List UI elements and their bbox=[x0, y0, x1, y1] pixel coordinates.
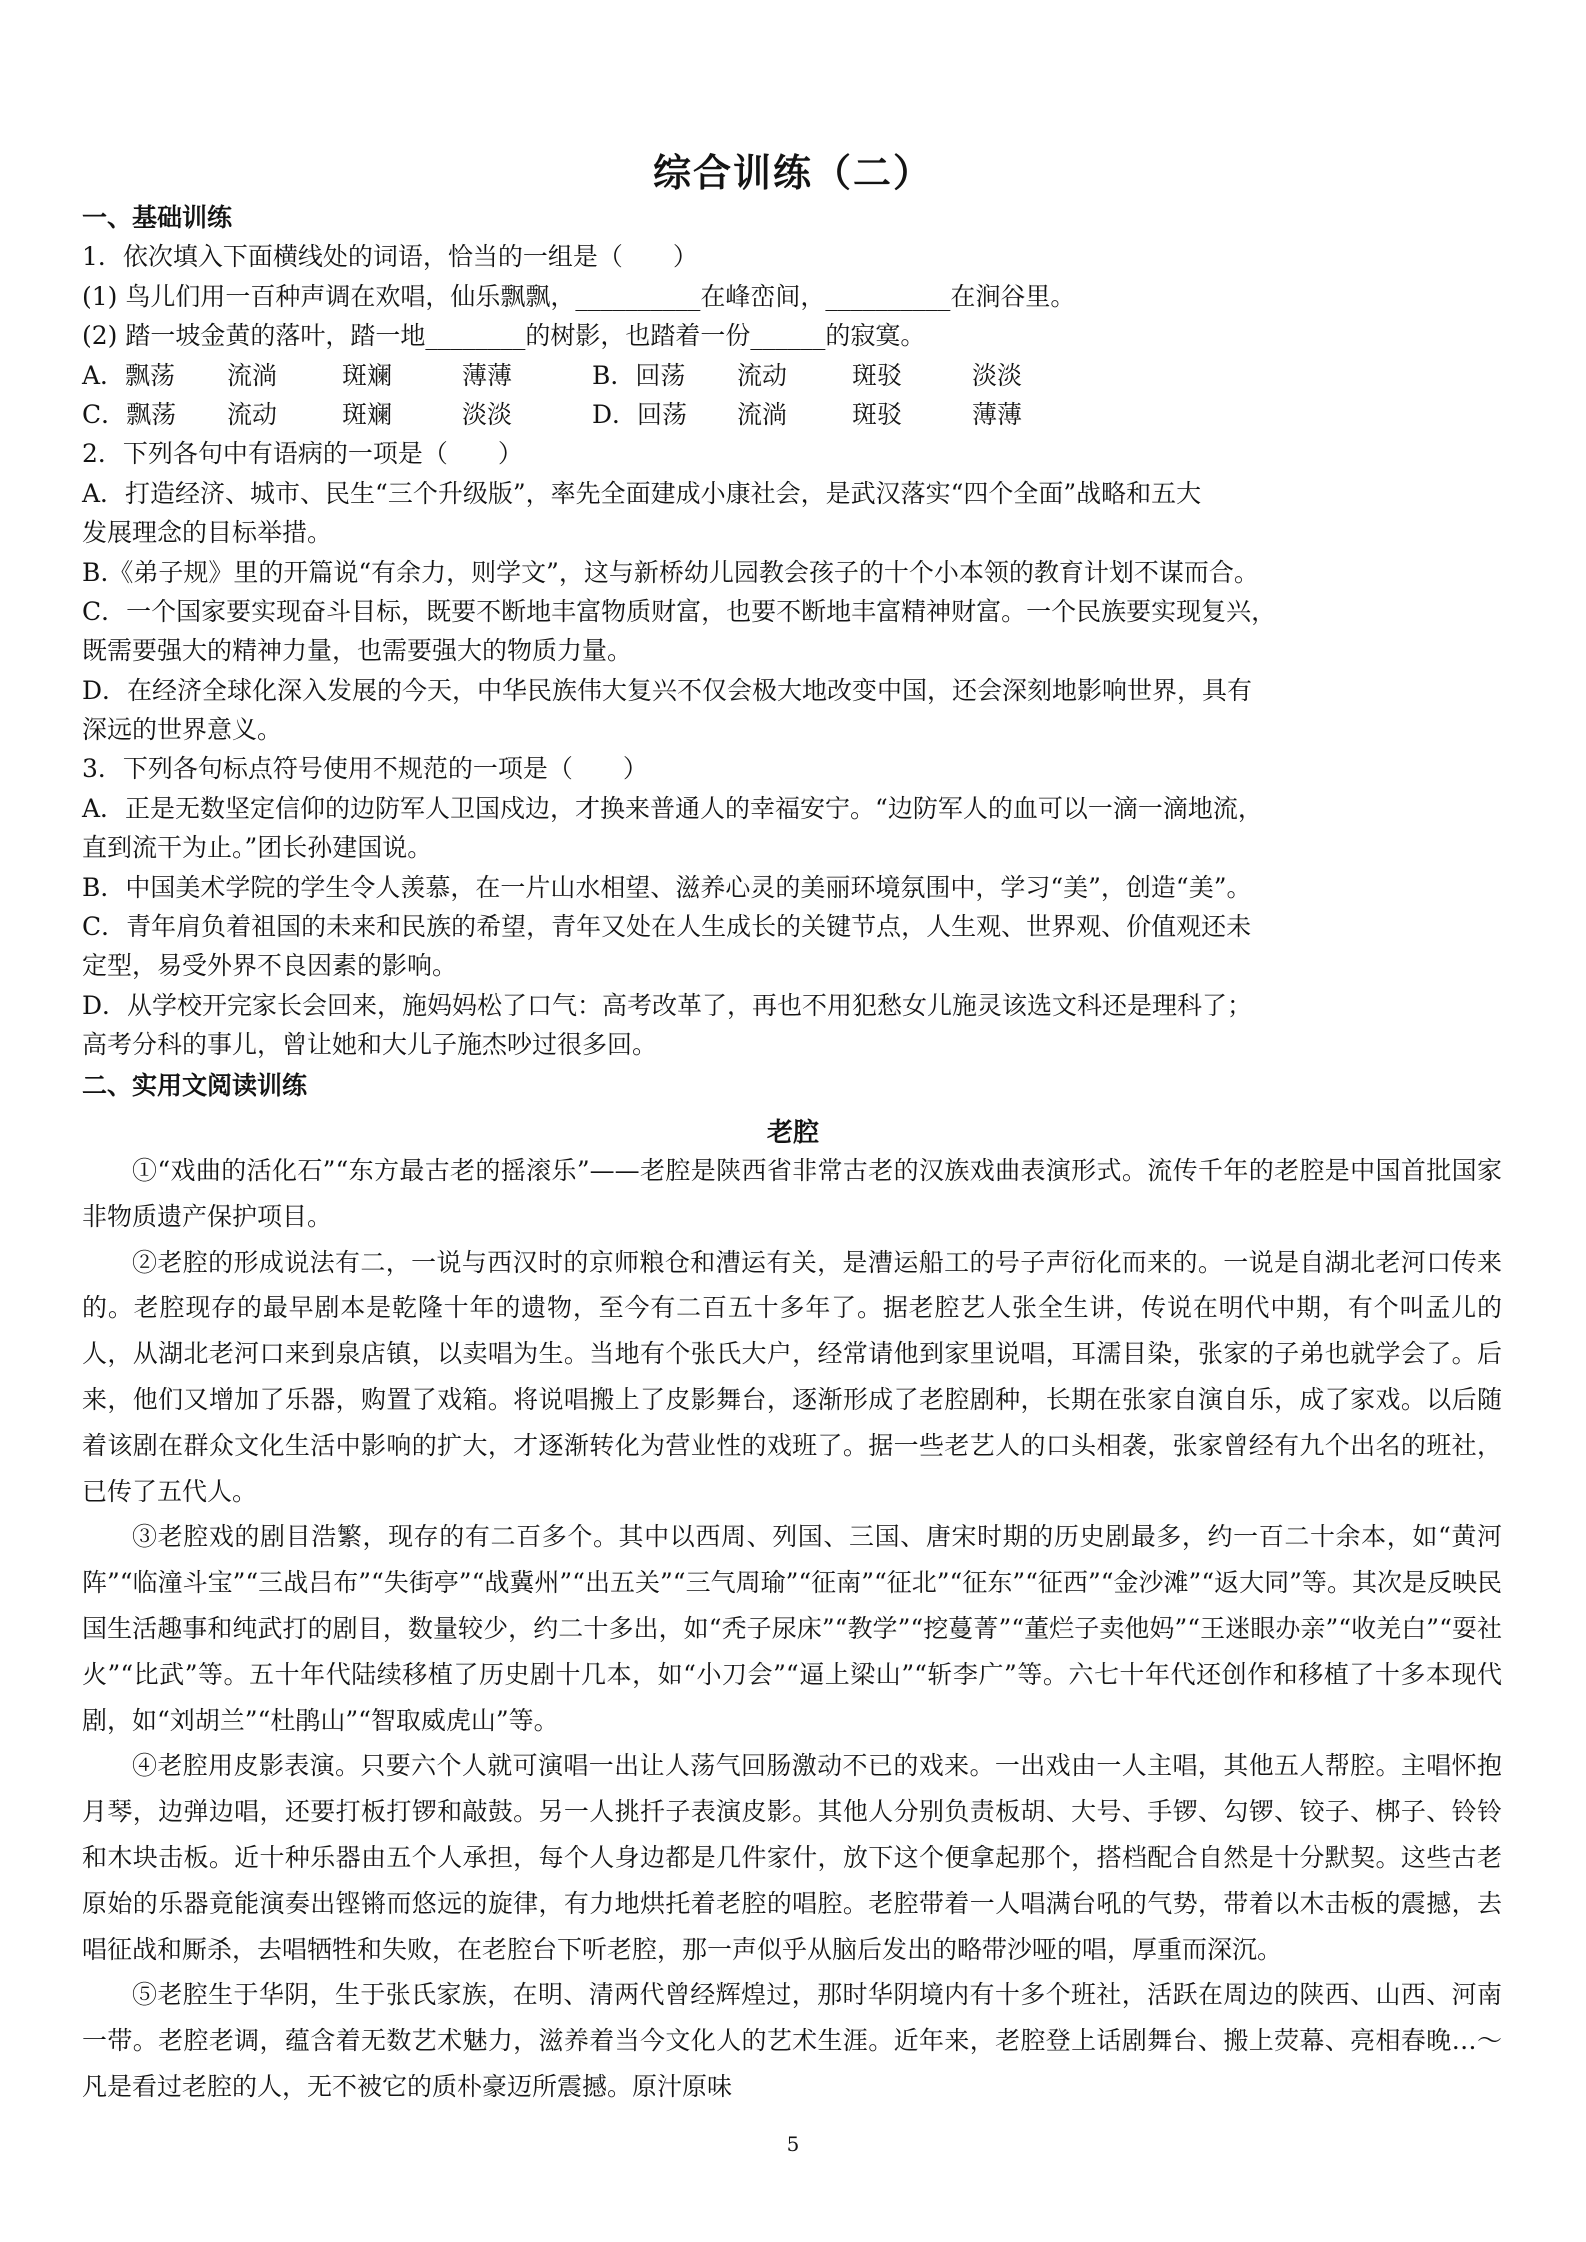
question-line: 发展理念的目标举措。 bbox=[82, 518, 333, 548]
section-reading bbox=[82, 1066, 1502, 1105]
question-line: 3．下列各句标点符号使用不规范的一项是（ ） bbox=[82, 754, 648, 784]
question-line: 既需要强大的精神力量，也需要强大的物质力量。 bbox=[82, 636, 633, 666]
option-row bbox=[82, 356, 1502, 395]
question-line: 深远的世界意义。 bbox=[82, 715, 283, 745]
option-cell: 薄薄 bbox=[462, 360, 513, 390]
question-line: B.《弟子规》里的开篇说“有余力，则学文”，这与新桥幼儿园教会孩子的十个小本领的教育计划不谋而合。 bbox=[82, 557, 1259, 587]
option-cell: 流动 bbox=[737, 360, 788, 390]
option-cell: 流淌 bbox=[737, 399, 788, 429]
option-cell: 斑斓 bbox=[342, 399, 393, 429]
option-cell: A．飘荡 bbox=[82, 360, 176, 390]
page-title: 综合训练（二） bbox=[652, 151, 933, 195]
option-cell: B．回荡 bbox=[592, 360, 686, 390]
option-cell: 斑驳 bbox=[852, 399, 903, 429]
question-line: 直到流干为止。”团长孙建国说。 bbox=[82, 833, 433, 863]
option-cell: D．回荡 bbox=[592, 399, 688, 429]
option-cell: 淡淡 bbox=[972, 360, 1023, 390]
option-cell: C．飘荡 bbox=[82, 399, 177, 429]
question-line: (1) 鸟儿们用一百种声调在欢唱，仙乐飘飘，__________在峰峦间，__________在涧谷里。 bbox=[82, 281, 1076, 311]
option-cell: 斑驳 bbox=[852, 360, 903, 390]
question-line: D．在经济全球化深入发展的今天，中华民族伟大复兴不仅会极大地改变中国，还会深刻地影响世界，具有 bbox=[82, 675, 1253, 705]
question-line: 1．依次填入下面横线处的词语，恰当的一组是（ ） bbox=[82, 242, 698, 272]
page-number: 5 bbox=[786, 2132, 800, 2156]
option-cell: 流动 bbox=[227, 399, 278, 429]
question-line: (2) 踏一坡金黄的落叶，踏一地________的树影，也踏着一份______的寂寞。 bbox=[82, 321, 926, 351]
section-heading: 二、实用文阅读训练 bbox=[82, 1071, 308, 1100]
question-line: A．正是无数坚定信仰的边防军人卫国戍边，才换来普通人的幸福安宁。“边防军人的血可以一滴一滴地流， bbox=[82, 793, 1263, 823]
option-cell: 流淌 bbox=[227, 360, 278, 390]
question-line: C．一个国家要实现奋斗目标，既要不断地丰富物质财富，也要不断地丰富精神财富。一个民族要实现复兴， bbox=[82, 596, 1277, 626]
question-line: C．青年肩负着祖国的未来和民族的希望，青年又处在人生成长的关键节点，人生观、世界观、价值观还未 bbox=[82, 912, 1252, 942]
article-body bbox=[82, 1148, 1502, 2110]
question-line: A．打造经济、城市、民生“三个升级版”，率先全面建成小康社会，是武汉落实“四个全面”战略和五大 bbox=[82, 478, 1202, 508]
article-paragraph: ②老腔的形成说法有二，一说与西汉时的京师粮仓和漕运有关，是漕运船工的号子声衍化而来的。一说是自湖北老河口传来的。老腔现存的最早剧本是乾隆十年的遗物，至今有二百五十多年了。据老腔艺人张全生讲，传说在明代中期，有个叫孟儿的人，从湖北老河口来到泉店镇，以卖唱为生。当地有个张氏大户，经常请他到家里说唱，耳濡目染，张家的子弟也就学会了。后来，他们又增加了乐器，购置了戏箱。将说唱搬上了皮影舞台，逐渐形成了老腔剧种，长期在张家自演自乐，成了家戏。以后随着该剧在群众文化生活中影响的扩大，才逐渐转化为营业性的戏班了。据一些老艺人的口头相袭，张家曾经有九个出名的班社，已传了五代人。 bbox=[82, 1247, 1502, 1506]
option-row bbox=[82, 395, 1502, 434]
article-paragraph: ⑤老腔生于华阴，生于张氏家族，在明、清两代曾经辉煌过，那时华阴境内有十多个班社，活跃在周边的陕西、山西、河南一带。老腔老调，蕴含着无数艺术魅力，滋养着当今文化人的艺术生涯。近年来，老腔登上话剧舞台、搬上荧幕、亮相春晚…～凡是看过老腔的人，无不被它的质朴豪迈所震撼。原汁原味 bbox=[82, 1980, 1502, 2101]
question-line: D．从学校开完家长会回来，施妈妈松了口气：高考改革了，再也不用犯愁女儿施灵该选文科还是理科了； bbox=[82, 990, 1253, 1020]
option-cell: 淡淡 bbox=[462, 399, 513, 429]
article-paragraph: ①“戏曲的活化石”“东方最古老的摇滚乐”——老腔是陕西省非常古老的汉族戏曲表演形式。流传千年的老腔是中国首批国家非物质遗产保护项目。 bbox=[82, 1156, 1502, 1231]
question-line: 高考分科的事儿，曾让她和大儿子施杰吵过很多回。 bbox=[82, 1030, 658, 1060]
question-line: 2．下列各句中有语病的一项是（ ） bbox=[82, 439, 523, 469]
section-basic-training bbox=[82, 198, 1502, 1065]
section-heading: 一、基础训练 bbox=[82, 203, 233, 232]
question-line: 定型，易受外界不良因素的影响。 bbox=[82, 951, 458, 981]
article-paragraph: ③老腔戏的剧目浩繁，现存的有二百多个。其中以西周、列国、三国、唐宋时期的历史剧最多，约一百二十余本，如“黄河阵”“临潼斗宝”“三战吕布”“失街亭”“战冀州”“出五关”“三气周瑜”“征南”“征北”“征东”“征西”“金沙滩”“返大同”等。其次是反映民国生活趣事和纯武打的剧目，数量较少，约二十多出，如“秃子尿床”“教学”“挖蔓菁”“董烂子卖他妈”“王迷眼办亲”“收羌白”“耍社火”“比武”等。五十年代陆续移植了历史剧十几本，如“小刀会”“逼上梁山”“斩李广”等。六七十年代还创作和移植了十多本现代剧，如“刘胡兰”“杜鹃山”“智取威虎山”等。 bbox=[82, 1522, 1502, 1735]
question-line: B．中国美术学院的学生令人羡慕，在一片山水相望、滋养心灵的美丽环境氛围中，学习“美”，创造“美”。 bbox=[82, 872, 1252, 902]
option-cell: 薄薄 bbox=[972, 399, 1023, 429]
article-title: 老腔 bbox=[766, 1118, 819, 1148]
option-cell: 斑斓 bbox=[342, 360, 393, 390]
article-paragraph: ④老腔用皮影表演。只要六个人就可演唱一出让人荡气回肠激动不已的戏来。一出戏由一人主唱，其他五人帮腔。主唱怀抱月琴，边弹边唱，还要打板打锣和敲鼓。另一人挑扦子表演皮影。其他人分别负责板胡、大号、手锣、勾锣、铰子、梆子、铃铃和木块击板。近十种乐器由五个人承担，每个人身边都是几件家什，放下这个便拿起那个，搭档配合自然是十分默契。这些古老原始的乐器竟能演奏出铿锵而悠远的旋律，有力地烘托着老腔的唱腔。老腔带着一人唱满台吼的气势，带着以木击板的震撼，去唱征战和厮杀，去唱牺牲和失败，在老腔台下听老腔，那一声似乎从脑后发出的略带沙哑的唱，厚重而深沉。 bbox=[82, 1751, 1502, 1964]
